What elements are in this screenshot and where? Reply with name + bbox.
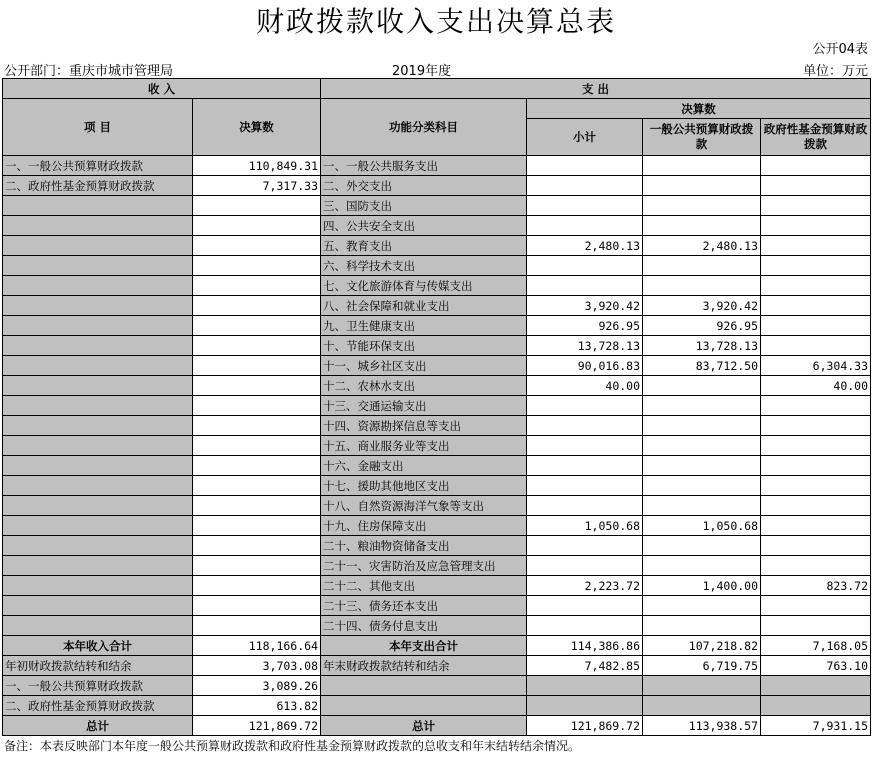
expense-item: 二十一、灾害防治及应急管理支出 — [321, 556, 527, 576]
year-income-value: 118,166.64 — [193, 636, 321, 656]
expense-general — [643, 156, 761, 176]
begin-general-value: 3,089.26 — [193, 676, 321, 696]
expense-fund — [761, 416, 871, 436]
expense-general — [643, 256, 761, 276]
form-code: 公开04表 — [812, 42, 868, 57]
expense-subtotal — [527, 416, 643, 436]
income-header: 收 入 — [3, 79, 321, 99]
expense-fund — [761, 336, 871, 356]
grand-total-out-general: 113,938.57 — [643, 716, 761, 736]
expense-fund — [761, 236, 871, 256]
expense-fund — [761, 496, 871, 516]
income-item — [3, 296, 193, 316]
income-item — [3, 236, 193, 256]
expense-subtotal — [527, 616, 643, 636]
item-header: 项 目 — [3, 99, 193, 156]
table-row — [3, 296, 871, 316]
general-budget-header: 一般公共预算财政拨款 — [643, 119, 761, 156]
expense-subtotal — [527, 536, 643, 556]
income-item — [3, 376, 193, 396]
income-value — [193, 536, 321, 556]
expense-item: 二、外交支出 — [321, 176, 527, 196]
expense-fund: 40.00 — [761, 376, 871, 396]
table-row — [3, 216, 871, 236]
table-row — [3, 416, 871, 436]
expense-item: 四、公共安全支出 — [321, 216, 527, 236]
footnote: 备注：本表反映部门本年度一般公共预算财政拨款和政府性基金预算财政拨款的总收支和年末结转结余情况。 — [4, 739, 581, 753]
grand-total-out-fund: 7,931.15 — [761, 716, 871, 736]
expense-item: 十四、资源勘探信息等支出 — [321, 416, 527, 436]
end-balance-total: 7,482.85 — [527, 656, 643, 676]
end-balance-general: 6,719.75 — [643, 656, 761, 676]
expense-fund — [761, 516, 871, 536]
expense-general — [643, 196, 761, 216]
income-value — [193, 576, 321, 596]
income-item — [3, 396, 193, 416]
func-subject-header: 功能分类科目 — [321, 99, 527, 156]
table-row — [3, 176, 871, 196]
expense-item: 十、节能环保支出 — [321, 336, 527, 356]
income-value — [193, 416, 321, 436]
income-item — [3, 256, 193, 276]
grand-total-in-label: 总计 — [3, 716, 193, 736]
expense-item: 九、卫生健康支出 — [321, 316, 527, 336]
expense-general — [643, 436, 761, 456]
year-income-label: 本年收入合计 — [3, 636, 193, 656]
table-row — [3, 376, 871, 396]
income-item — [3, 516, 193, 536]
expense-fund — [761, 296, 871, 316]
income-value — [193, 336, 321, 356]
expense-subtotal: 2,223.72 — [527, 576, 643, 596]
income-item — [3, 556, 193, 576]
expense-general — [643, 536, 761, 556]
table-row — [3, 456, 871, 476]
table-row — [3, 576, 871, 596]
income-item — [3, 576, 193, 596]
fund-budget-header: 政府性基金预算财政拨款 — [761, 119, 871, 156]
table-row — [3, 536, 871, 556]
expense-item: 十六、金融支出 — [321, 456, 527, 476]
blank-cell — [643, 696, 761, 716]
fiscal-summary-table — [2, 78, 871, 736]
expense-subtotal: 40.00 — [527, 376, 643, 396]
income-value — [193, 456, 321, 476]
blank-cell — [527, 676, 643, 696]
expense-header: 支 出 — [321, 79, 871, 99]
income-item — [3, 356, 193, 376]
expense-item: 十九、住房保障支出 — [321, 516, 527, 536]
expense-fund — [761, 476, 871, 496]
table-row — [3, 516, 871, 536]
year-expense-total: 114,386.86 — [527, 636, 643, 656]
table-row — [3, 336, 871, 356]
expense-fund: 823.72 — [761, 576, 871, 596]
expense-general — [643, 596, 761, 616]
expense-subtotal — [527, 176, 643, 196]
year-expense-fund: 7,168.05 — [761, 636, 871, 656]
income-value — [193, 516, 321, 536]
income-item — [3, 436, 193, 456]
year-expense-label: 本年支出合计 — [321, 636, 527, 656]
income-value — [193, 596, 321, 616]
table-row — [3, 236, 871, 256]
income-value — [193, 496, 321, 516]
expense-fund — [761, 256, 871, 276]
expense-fund: 6,304.33 — [761, 356, 871, 376]
expense-subtotal: 926.95 — [527, 316, 643, 336]
expense-subtotal: 1,050.68 — [527, 516, 643, 536]
table-row — [3, 556, 871, 576]
income-value — [193, 376, 321, 396]
expense-general — [643, 476, 761, 496]
income-value — [193, 296, 321, 316]
begin-balance-label: 年初财政拨款结转和结余 — [3, 656, 193, 676]
expense-general — [643, 176, 761, 196]
income-item: 二、政府性基金预算财政拨款 — [3, 176, 193, 196]
income-item — [3, 496, 193, 516]
begin-balance-value: 3,703.08 — [193, 656, 321, 676]
income-value: 110,849.31 — [193, 156, 321, 176]
begin-general-label: 一、一般公共预算财政拨款 — [3, 676, 193, 696]
expense-item: 八、社会保障和就业支出 — [321, 296, 527, 316]
income-item — [3, 416, 193, 436]
income-value — [193, 436, 321, 456]
income-value: 7,317.33 — [193, 176, 321, 196]
expense-general: 1,050.68 — [643, 516, 761, 536]
expense-item: 十二、农林水支出 — [321, 376, 527, 396]
table-row — [3, 156, 871, 176]
expense-general — [643, 496, 761, 516]
income-item — [3, 616, 193, 636]
blank-cell — [761, 696, 871, 716]
expense-item: 六、科学技术支出 — [321, 256, 527, 276]
expense-fund — [761, 456, 871, 476]
grand-total-out-label: 总计 — [321, 716, 527, 736]
income-item — [3, 336, 193, 356]
grand-total-out-total: 121,869.72 — [527, 716, 643, 736]
expense-item: 二十三、债务还本支出 — [321, 596, 527, 616]
expense-subtotal — [527, 476, 643, 496]
fiscal-year: 2019年度 — [392, 64, 452, 79]
income-value — [193, 356, 321, 376]
income-value — [193, 476, 321, 496]
expense-general — [643, 416, 761, 436]
expense-fund — [761, 316, 871, 336]
begin-fund-label: 二、政府性基金预算财政拨款 — [3, 696, 193, 716]
blank-cell — [321, 676, 527, 696]
expense-fund — [761, 596, 871, 616]
income-value — [193, 196, 321, 216]
table-row — [3, 616, 871, 636]
expense-fund — [761, 196, 871, 216]
expense-fund — [761, 176, 871, 196]
expense-fund — [761, 216, 871, 236]
income-item — [3, 316, 193, 336]
expense-fund — [761, 156, 871, 176]
income-value — [193, 256, 321, 276]
expense-item: 十七、援助其他地区支出 — [321, 476, 527, 496]
grand-total-in-value: 121,869.72 — [193, 716, 321, 736]
table-row — [3, 496, 871, 516]
expense-item: 十三、交通运输支出 — [321, 396, 527, 416]
income-item — [3, 476, 193, 496]
expense-fund — [761, 536, 871, 556]
expense-item: 二十二、其他支出 — [321, 576, 527, 596]
income-item — [3, 536, 193, 556]
end-balance-fund: 763.10 — [761, 656, 871, 676]
amount2-header: 决算数 — [527, 99, 871, 119]
expense-general: 926.95 — [643, 316, 761, 336]
expense-item: 一、一般公共服务支出 — [321, 156, 527, 176]
report-meta — [0, 58, 872, 78]
expense-general — [643, 556, 761, 576]
expense-subtotal — [527, 156, 643, 176]
expense-subtotal — [527, 456, 643, 476]
year-expense-general: 107,218.82 — [643, 636, 761, 656]
table-row — [3, 476, 871, 496]
expense-general: 3,920.42 — [643, 296, 761, 316]
report-title: 财政拨款收入支出决算总表 — [255, 5, 616, 38]
expense-subtotal — [527, 216, 643, 236]
expense-item: 十五、商业服务业等支出 — [321, 436, 527, 456]
expense-subtotal — [527, 496, 643, 516]
income-value — [193, 276, 321, 296]
department-label: 公开部门：重庆市城市管理局 — [4, 64, 174, 79]
income-value — [193, 556, 321, 576]
expense-general — [643, 456, 761, 476]
expense-item: 五、教育支出 — [321, 236, 527, 256]
blank-cell — [321, 696, 527, 716]
begin-fund-value: 613.82 — [193, 696, 321, 716]
expense-subtotal: 13,728.13 — [527, 336, 643, 356]
table-row — [3, 316, 871, 336]
table-row — [3, 356, 871, 376]
income-value — [193, 616, 321, 636]
expense-item: 七、文化旅游体育与传媒支出 — [321, 276, 527, 296]
expense-subtotal: 2,480.13 — [527, 236, 643, 256]
table-row — [3, 196, 871, 216]
expense-subtotal — [527, 396, 643, 416]
expense-subtotal: 90,016.83 — [527, 356, 643, 376]
expense-subtotal — [527, 196, 643, 216]
expense-general: 2,480.13 — [643, 236, 761, 256]
expense-general — [643, 376, 761, 396]
end-balance-label: 年末财政拨款结转和结余 — [321, 656, 527, 676]
income-item — [3, 596, 193, 616]
income-item — [3, 276, 193, 296]
expense-item: 二十、粮油物资储备支出 — [321, 536, 527, 556]
income-item — [3, 216, 193, 236]
expense-item: 三、国防支出 — [321, 196, 527, 216]
expense-general: 13,728.13 — [643, 336, 761, 356]
expense-subtotal — [527, 556, 643, 576]
expense-fund — [761, 436, 871, 456]
expense-subtotal — [527, 256, 643, 276]
expense-item: 十一、城乡社区支出 — [321, 356, 527, 376]
income-value — [193, 396, 321, 416]
table-row — [3, 436, 871, 456]
expense-fund — [761, 616, 871, 636]
expense-item: 十八、自然资源海洋气象等支出 — [321, 496, 527, 516]
expense-general: 83,712.50 — [643, 356, 761, 376]
blank-cell — [527, 696, 643, 716]
expense-general — [643, 616, 761, 636]
table-row — [3, 596, 871, 616]
amount-header: 决算数 — [193, 99, 321, 156]
table-row — [3, 256, 871, 276]
expense-subtotal — [527, 436, 643, 456]
expense-general — [643, 216, 761, 236]
expense-subtotal — [527, 596, 643, 616]
expense-subtotal: 3,920.42 — [527, 296, 643, 316]
expense-general — [643, 276, 761, 296]
income-item: 一、一般公共预算财政拨款 — [3, 156, 193, 176]
expense-fund — [761, 556, 871, 576]
income-value — [193, 236, 321, 256]
expense-fund — [761, 396, 871, 416]
expense-subtotal — [527, 276, 643, 296]
blank-cell — [761, 676, 871, 696]
income-value — [193, 316, 321, 336]
table-row — [3, 396, 871, 416]
blank-cell — [643, 676, 761, 696]
expense-general — [643, 396, 761, 416]
subtotal-header: 小计 — [527, 119, 643, 156]
income-item — [3, 456, 193, 476]
expense-item: 二十四、债务付息支出 — [321, 616, 527, 636]
income-value — [193, 216, 321, 236]
income-item — [3, 196, 193, 216]
unit-label: 单位：万元 — [802, 64, 868, 79]
table-row — [3, 276, 871, 296]
expense-fund — [761, 276, 871, 296]
expense-general: 1,400.00 — [643, 576, 761, 596]
